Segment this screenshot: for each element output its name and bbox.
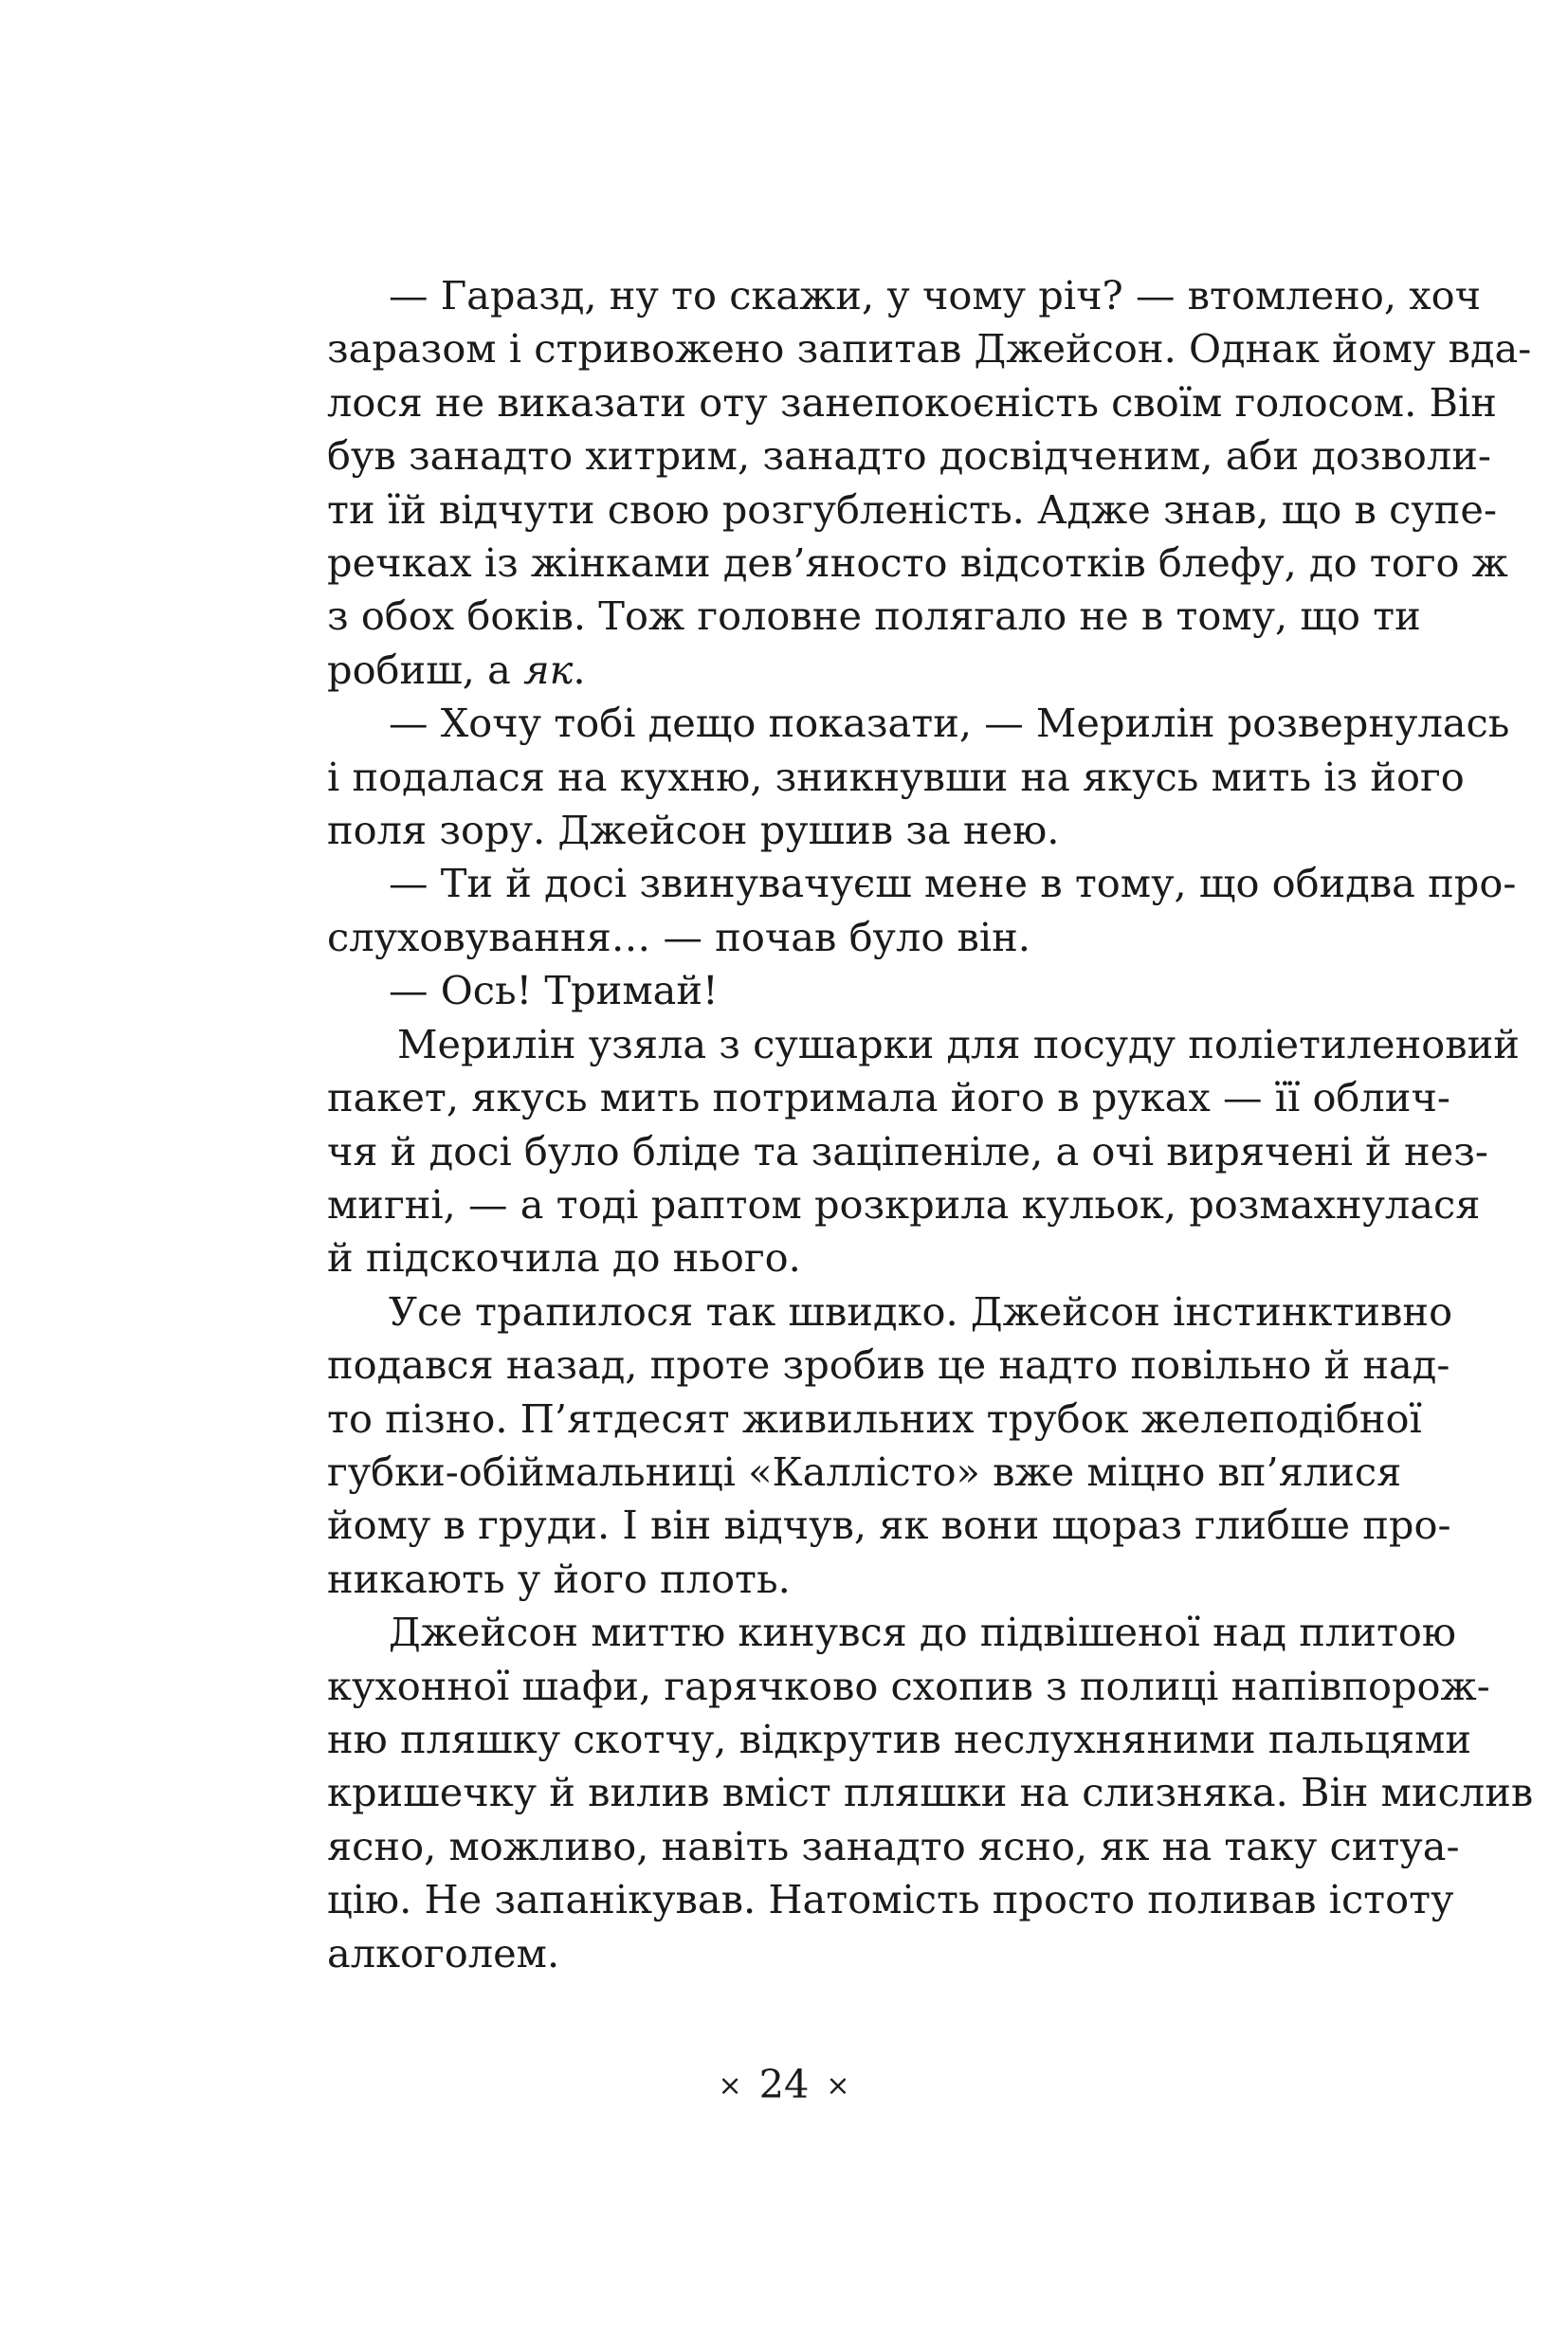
text-line — [327, 1178, 1481, 1231]
text-line-content: Джейсон миттю кинувся до підвішеної над плитою — [389, 1609, 1457, 1656]
text-line — [327, 911, 1267, 964]
text-line — [327, 857, 1517, 910]
text-line — [327, 1125, 1488, 1178]
text-line-content: був занадто хитрим, занадто досвідченим, аби дозволи- — [327, 432, 1491, 480]
text-line — [327, 1606, 1457, 1659]
text-line-content: губки-обіймальниці «Каллісто» вже міцно вп’ялися — [327, 1448, 1402, 1495]
text-line-content: то пізно. П’ятдесят живильних трубок желеподібної — [327, 1394, 1422, 1442]
text-line-content: ти їй відчути свою розгубленість. Адже знав, що в супе- — [327, 485, 1497, 533]
text-line — [327, 429, 1491, 483]
text-line — [327, 483, 1497, 537]
text-line — [327, 269, 1482, 322]
text-line — [327, 1820, 1460, 1873]
text-line — [327, 1018, 1520, 1071]
text-line — [327, 590, 1421, 643]
text-line — [327, 1553, 1267, 1606]
text-line-content: — Хочу тобі дещо показати, — Мерилін розвернулась — [389, 700, 1510, 747]
emphasized-word: як — [523, 646, 574, 693]
text-line-content: цію. Не запанікував. Натомість просто поливав істоту — [327, 1876, 1454, 1923]
text-line-content: ню пляшку скотчу, відкрутив неслухняними пальцями — [327, 1715, 1472, 1762]
text-line-content: чя й досі було бліде та заціпеніле, а очі вирячені й нез- — [327, 1127, 1488, 1175]
page-ornament-right: × — [826, 2069, 850, 2103]
text-line — [327, 1766, 1534, 1819]
text-line — [327, 964, 1267, 1017]
text-line-content: алкоголем. — [327, 1929, 560, 1977]
text-line-content: речках із жінками дев’яносто відсотків блефу, до того ж — [327, 539, 1508, 587]
text-line-content: кришечку й вилив вміст пляшки на слизняка. Він мислив — [327, 1769, 1534, 1816]
text-line — [327, 1339, 1450, 1392]
text-line-content: — Ти й досі звинувачуєш мене в тому, що обидва про- — [389, 860, 1517, 907]
text-line — [327, 1071, 1450, 1124]
text-line — [327, 1285, 1453, 1339]
text-line — [327, 1231, 1267, 1284]
text-line-content: лося не виказати оту занепокоєність своїм голосом. Він — [327, 378, 1497, 426]
text-line — [327, 697, 1510, 750]
text-line — [327, 1660, 1490, 1713]
text-line — [327, 751, 1465, 804]
text-line-content: і подалася на кухню, зникнувши на якусь мить із його — [327, 753, 1465, 800]
text-line — [327, 804, 1267, 857]
text-line — [327, 376, 1497, 429]
text-line — [327, 1927, 1267, 1980]
text-line — [327, 1446, 1402, 1499]
text-line — [327, 1713, 1472, 1766]
text-line-content: слуховування… — почав було він. — [327, 913, 1030, 960]
text-line — [327, 1873, 1454, 1926]
text-line-content: Усе трапилося так швидко. Джейсон інстинктивно — [389, 1287, 1453, 1335]
text-line — [327, 1393, 1422, 1446]
text-line-content: й підскочила до нього. — [327, 1234, 801, 1282]
text-line — [327, 644, 1267, 697]
text-line-content: мигні, — а тоді раптом розкрила кульок, розмахнулася — [327, 1180, 1481, 1228]
text-line — [327, 322, 1532, 375]
text-line — [327, 537, 1508, 590]
page-number-value: 24 — [758, 2061, 810, 2107]
page-ornament-left: × — [718, 2069, 742, 2103]
text-line-content: — Ось! Тримай! — [389, 967, 719, 1014]
text-line-content: поля зору. Джейсон рушив за нею. — [327, 807, 1060, 854]
text-line-content: кухонної шафи, гарячково схопив з полиці напівпорож- — [327, 1662, 1490, 1709]
text-line-content: пакет, якусь мить потримала його в руках — її облич- — [327, 1074, 1450, 1121]
text-line-content: никають у його плоть. — [327, 1555, 791, 1602]
text-line-content: Мерилін узяла з сушарки для посуду поліетиленовий — [397, 1020, 1520, 1067]
page-number — [0, 2058, 1568, 2113]
text-line-content: ясно, можливо, навіть занадто ясно, як на таку ситуа- — [327, 1822, 1460, 1869]
text-line-content: — Гаразд, ну то скажи, у чому річ? — втомлено, хоч — [389, 272, 1482, 319]
text-line-content: заразом і стривожено запитав Джейсон. Однак йому вда- — [327, 325, 1532, 373]
text-line-content: йому в груди. І він відчув, як вони щораз глибше про- — [327, 1502, 1451, 1549]
text-line-content: з обох боків. Тож головне полягало не в тому, що ти — [327, 592, 1421, 640]
body-text — [327, 269, 1534, 1980]
text-line-tail: . — [573, 646, 586, 693]
text-line-content: робиш, а — [327, 646, 524, 693]
text-line — [327, 1499, 1451, 1552]
text-line-content: подався назад, проте зробив це надто повільно й над- — [327, 1341, 1450, 1389]
